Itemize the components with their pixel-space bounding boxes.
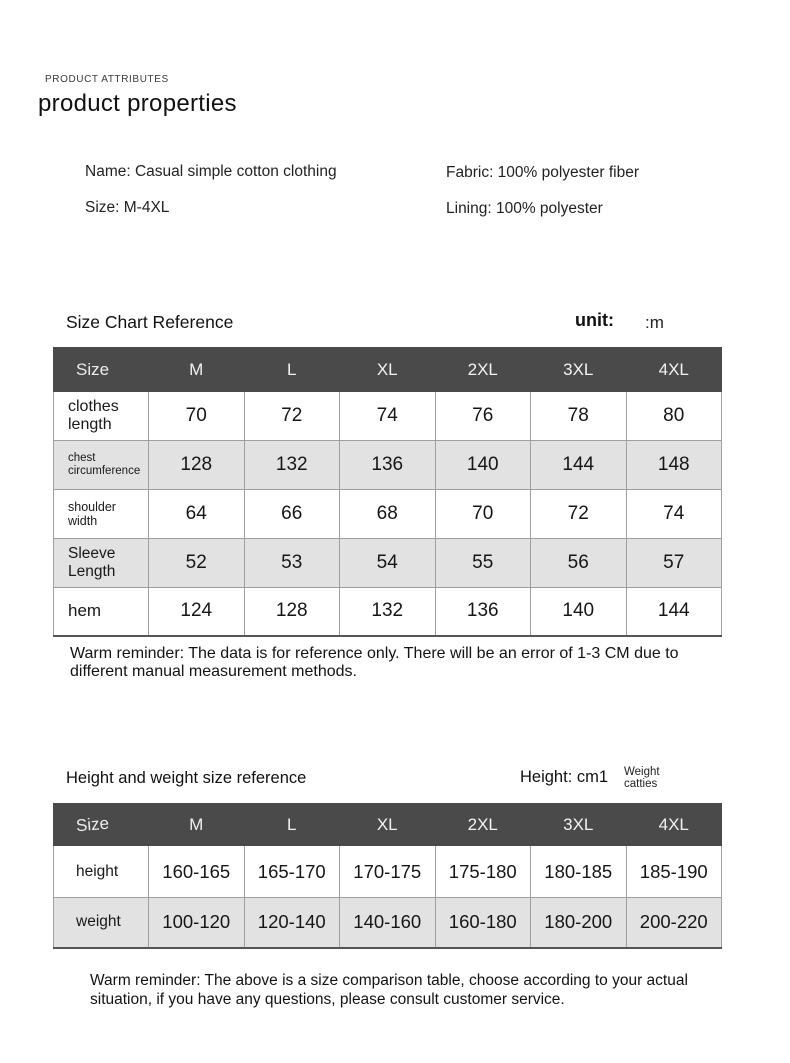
cell: 80 [626,392,722,441]
cell: 128 [244,588,340,636]
size-label-tilted: Size [75,813,110,835]
table-row-clothes-length [54,392,722,441]
cell: 54 [340,539,436,588]
cell: 140-160 [340,898,436,948]
header-cell-4xl: 4XL [626,804,722,846]
cell: 160-180 [435,898,531,948]
row-label: shoulder width [54,490,149,539]
cell: 170-175 [340,846,436,898]
cell: 140 [531,588,627,636]
cell: 148 [626,441,722,490]
table-row-sleeve-length [54,539,722,588]
header-cell-xl: XL [340,348,436,392]
cell: 136 [340,441,436,490]
unit-note-line1: Weight [624,766,660,778]
cell: 165-170 [244,846,340,898]
size-chart-unit-value: :m [645,313,664,332]
product-fabric-text: Fabric: 100% polyester fiber [446,164,639,181]
cell: 76 [435,392,531,441]
table-row-weight [54,898,722,948]
unit-note-line2: catties [624,778,658,790]
table-row-height [54,846,722,898]
cell: 136 [435,588,531,636]
cell: 70 [149,392,245,441]
product-name-text: Name: Casual simple cotton clothing [85,163,337,180]
table-row-chest-circumference [54,441,722,490]
cell: 68 [340,490,436,539]
header-cell-3xl: 3XL [531,348,627,392]
header-cell-l: L [244,804,340,846]
header-cell-l: L [244,348,340,392]
cell: 180-200 [531,898,627,948]
size-chart-table [53,347,722,637]
cell: 72 [531,490,627,539]
table-row-shoulder-width [54,490,722,539]
size-chart-title: Size Chart Reference [66,312,234,332]
cell: 132 [244,441,340,490]
header-cell-size [54,804,149,846]
header-cell-2xl: 2XL [435,804,531,846]
header-cell-m: M [149,348,245,392]
cell: 120-140 [244,898,340,948]
cell: 128 [149,441,245,490]
header-cell-2xl: 2XL [435,348,531,392]
table-row-hem [54,588,722,636]
size-chart-header-row [54,348,722,392]
height-weight-warm-reminder: Warm reminder: The above is a size comparison table, choose according to your actual situation, if you have any questions, please consult customer service. [90,972,688,1008]
cell: 175-180 [435,846,531,898]
height-weight-unit-note [624,766,660,790]
eyebrow-label: PRODUCT ATTRIBUTES [45,74,169,85]
cell: 160-165 [149,846,245,898]
size-chart-warm-reminder: Warm reminder: The data is for reference only. There will be an error of 1-3 CM due to different manual measurement methods. [70,645,679,680]
cell: 144 [626,588,722,636]
cell: 144 [531,441,627,490]
cell: 78 [531,392,627,441]
cell: 70 [435,490,531,539]
header-cell-m: M [149,804,245,846]
cell: 66 [244,490,340,539]
header-cell-size: Size [54,348,149,392]
cell: 74 [340,392,436,441]
row-label: clothes length [54,392,149,441]
cell: 185-190 [626,846,722,898]
height-weight-table [53,803,722,949]
product-lining-text: Lining: 100% polyester [446,200,603,217]
cell: 132 [340,588,436,636]
cell: 74 [626,490,722,539]
cell: 100-120 [149,898,245,948]
header-cell-xl: XL [340,804,436,846]
row-label: chest circumference [54,441,149,490]
cell: 52 [149,539,245,588]
cell: 200-220 [626,898,722,948]
header-cell-3xl: 3XL [531,804,627,846]
row-label: height [54,846,149,898]
header-cell-4xl: 4XL [626,348,722,392]
cell: 57 [626,539,722,588]
product-size-text: Size: M-4XL [85,199,170,216]
row-label: hem [54,588,149,636]
size-chart-unit-label: unit: [575,310,614,330]
cell: 64 [149,490,245,539]
cell: 140 [435,441,531,490]
row-label: Sleeve Length [54,539,149,588]
row-label: weight [54,898,149,948]
page-title: product properties [38,90,237,117]
height-weight-title: Height and weight size reference [66,769,307,787]
height-weight-header-row [54,804,722,846]
cell: 55 [435,539,531,588]
cell: 72 [244,392,340,441]
cell: 53 [244,539,340,588]
height-weight-unit-label: Height: cm1 [520,768,609,786]
cell: 56 [531,539,627,588]
cell: 180-185 [531,846,627,898]
cell: 124 [149,588,245,636]
